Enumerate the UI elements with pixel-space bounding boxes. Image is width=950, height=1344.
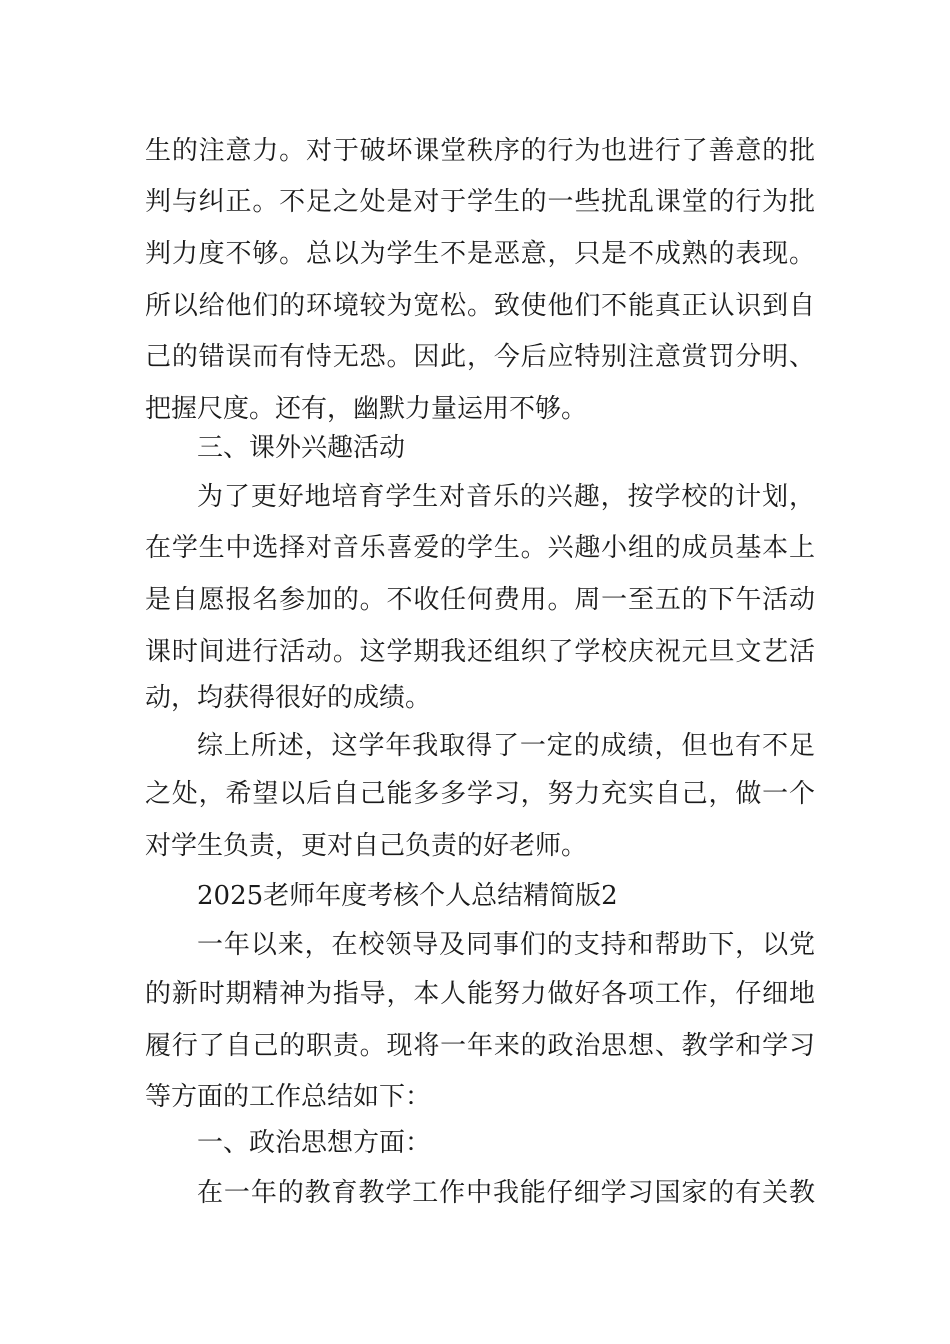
text-line: 在一年的教育教学工作中我能仔细学习国家的有关教: [197, 1178, 815, 1208]
text-line: 综上所述，这学年我取得了一定的成绩，但也有不足: [197, 731, 815, 761]
section-heading: 三、课外兴趣活动: [197, 433, 406, 463]
text-line: 等方面的工作总结如下：: [145, 1082, 432, 1112]
text-line: 课时间进行活动。这学期我还组织了学校庆祝元旦文艺活: [145, 637, 815, 667]
text-line: 己的错误而有恃无恐。因此，今后应特别注意赏罚分明、: [145, 342, 815, 372]
text-line: 履行了自己的职责。现将一年来的政治思想、教学和学习: [145, 1031, 815, 1061]
text-line: 生的注意力。对于破坏课堂秩序的行为也进行了善意的批: [145, 136, 815, 166]
text-line: 判力度不够。总以为学生不是恶意，只是不成熟的表现。: [145, 239, 815, 269]
text-line: 之处，希望以后自己能多多学习，努力充实自己，做一个: [145, 779, 815, 809]
section-heading: 2025老师年度考核个人总结精简版2: [197, 881, 618, 911]
text-line: 所以给他们的环境较为宽松。致使他们不能真正认识到自: [145, 291, 815, 321]
text-line: 在学生中选择对音乐喜爱的学生。兴趣小组的成员基本上: [145, 533, 815, 563]
text-line: 动，均获得很好的成绩。: [145, 683, 432, 713]
text-line: 是自愿报名参加的。不收任何费用。周一至五的下午活动: [145, 585, 815, 615]
text-line: 判与纠正。不足之处是对于学生的一些扰乱课堂的行为批: [145, 187, 815, 217]
section-heading: 一、政治思想方面：: [197, 1128, 432, 1158]
text-line: 对学生负责，更对自己负责的好老师。: [145, 831, 588, 861]
text-line: 一年以来，在校领导及同事们的支持和帮助下，以党: [197, 930, 815, 960]
text-line: 为了更好地培育学生对音乐的兴趣，按学校的计划，: [197, 482, 815, 512]
text-line: 把握尺度。还有，幽默力量运用不够。: [145, 394, 588, 424]
text-line: 的新时期精神为指导，本人能努力做好各项工作，仔细地: [145, 979, 815, 1009]
